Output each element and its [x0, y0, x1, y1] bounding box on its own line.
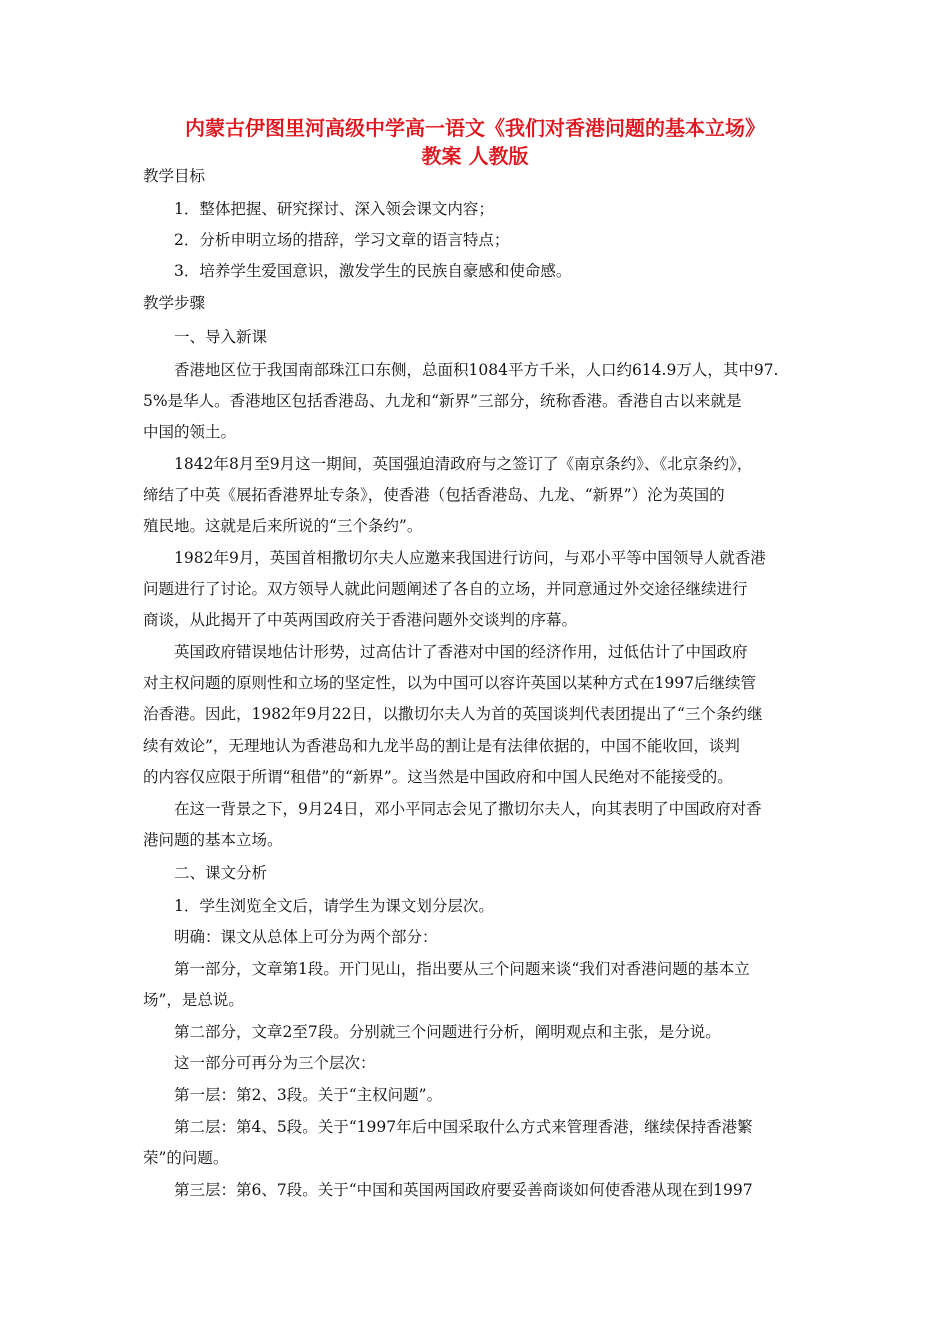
paragraph-line: 中国的领土。: [143, 423, 237, 441]
paragraph-line: 1．学生浏览全文后，请学生为课文划分层次。: [174, 897, 494, 915]
paragraph-line: 第一部分，文章第1段。开门见山，指出要从三个问题来谈“我们对香港问题的基本立: [174, 960, 750, 978]
document-title-line-2: 教案 人教版: [421, 144, 529, 168]
document-title-line-1: 内蒙古伊图里河高级中学高一语文《我们对香港问题的基本立场》: [185, 116, 765, 140]
paragraph-line: 对主权问题的原则性和立场的坚定性，以为中国可以容许英国以某种方式在1997后继续管: [143, 674, 756, 692]
paragraph-line: 问题进行了讨论。双方领导人就此问题阐述了各自的立场，并同意通过外交途径继续进行: [143, 580, 748, 598]
paragraph-line: 港问题的基本立场。: [143, 831, 283, 849]
subsection-heading: 二、课文分析: [174, 864, 268, 882]
subsection-heading: 一、导入新课: [174, 328, 268, 346]
section-heading: 教学步骤: [143, 294, 206, 312]
paragraph-line: 殖民地。这就是后来所说的“三个条约”。: [143, 517, 423, 535]
paragraph-line: 场”，是总说。: [143, 991, 244, 1009]
paragraph-line: 第二部分，文章2至7段。分别就三个问题进行分析，阐明观点和主张，是分说。: [174, 1023, 721, 1041]
list-item: 3．培养学生爱国意识，激发学生的民族自豪感和使命感。: [174, 262, 572, 280]
paragraph-line: 续有效论”，无理地认为香港岛和九龙半岛的割让是有法律依据的，中国不能收回，谈判: [143, 737, 740, 755]
list-item: 2．分析申明立场的措辞，学习文章的语言特点；: [174, 231, 510, 249]
paragraph-line: 的内容仅应限于所谓“租借”的“新界”。这当然是中国政府和中国人民绝对不能接受的。: [143, 768, 733, 786]
paragraph-line: 在这一背景之下，9月24日，邓小平同志会见了撒切尔夫人，向其表明了中国政府对香: [174, 800, 762, 818]
paragraph-line: 英国政府错误地估计形势，过高估计了香港对中国的经济作用，过低估计了中国政府: [174, 643, 748, 661]
paragraph-line: 1982年9月，英国首相撒切尔夫人应邀来我国进行访问，与邓小平等中国领导人就香港: [174, 549, 766, 567]
paragraph-line: 5%是华人。香港地区包括香港岛、九龙和“新界”三部分，统称香港。香港自古以来就是: [143, 392, 742, 410]
paragraph-line: 缔结了中英《展拓香港界址专条》，使香港（包括香港岛、九龙、“新界”）沦为英国的: [143, 486, 725, 504]
paragraph-line: 商谈，从此揭开了中英两国政府关于香港问题外交谈判的序幕。: [143, 611, 578, 629]
paragraph-line: 第二层：第4、5段。关于“1997年后中国采取什么方式来管理香港，继续保持香港繁: [174, 1118, 753, 1136]
list-item: 1．整体把握、研究探讨、深入领会课文内容；: [174, 200, 494, 218]
paragraph-line: 治香港。因此，1982年9月22日，以撒切尔夫人为首的英国谈判代表团提出了“三个条约继: [143, 705, 763, 723]
paragraph-line: 第一层：第2、3段。关于“主权问题”。: [174, 1086, 443, 1104]
section-heading: 教学目标: [143, 167, 206, 185]
paragraph-line: 香港地区位于我国南部珠江口东侧，总面积1084平方千米，人口约614.9万人，其中97.: [174, 361, 779, 379]
paragraph-line: 1842年8月至9月这一期间，英国强迫清政府与之签订了《南京条约》、《北京条约》，: [174, 455, 753, 473]
paragraph-line: 明确：课文从总体上可分为两个部分：: [174, 928, 438, 946]
paragraph-line: 第三层：第6、7段。关于“中国和英国两国政府要妥善商谈如何使香港从现在到1997: [174, 1181, 753, 1199]
paragraph-line: 荣”的问题。: [143, 1149, 229, 1167]
paragraph-line: 这一部分可再分为三个层次：: [174, 1054, 376, 1072]
